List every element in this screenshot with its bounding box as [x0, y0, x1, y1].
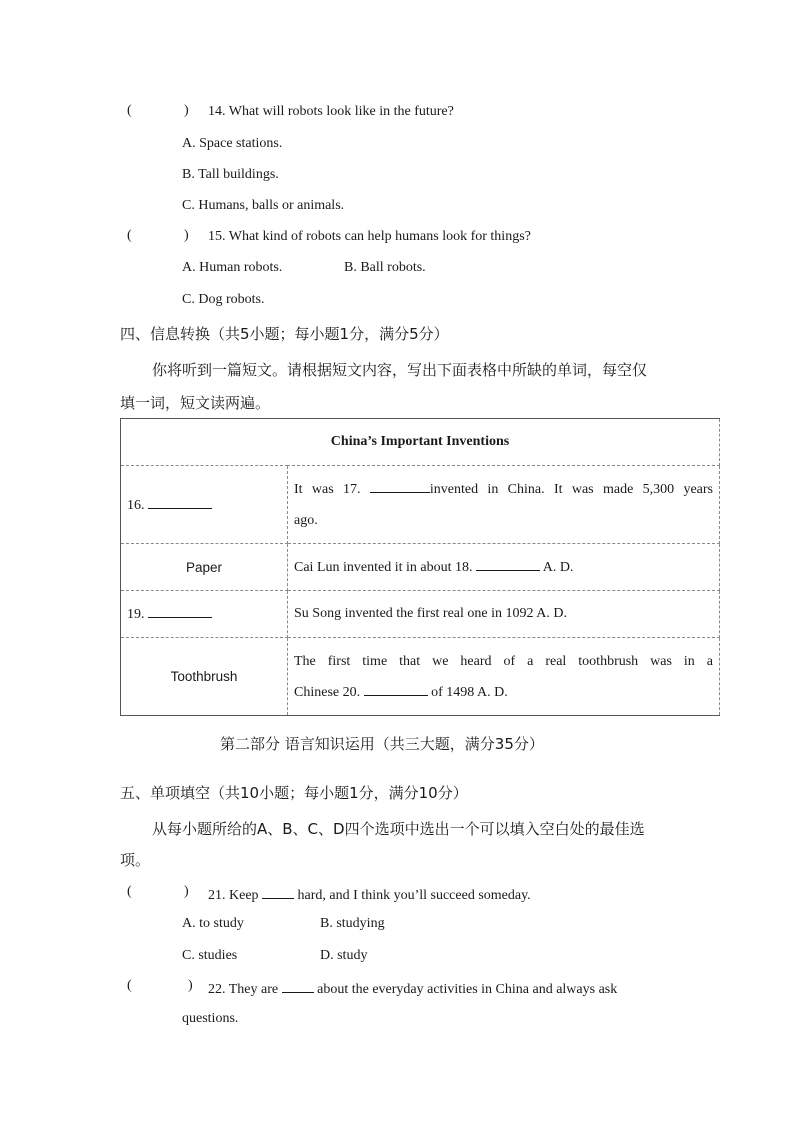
table-cell-susong: Su Song invented the first real one in 1092 A. D.	[288, 591, 720, 638]
question-15-text: 15. What kind of robots can help humans look for things?	[208, 229, 531, 244]
table-cell-18	[288, 544, 720, 591]
table-cell-17	[288, 466, 720, 544]
table-row	[121, 466, 720, 544]
q21-option-a: A. to study	[182, 916, 244, 931]
answer-blank-22[interactable]	[282, 980, 314, 993]
inventions-table	[120, 418, 720, 716]
q21-option-b: B. studying	[320, 916, 385, 931]
answer-blank-20[interactable]	[364, 683, 428, 696]
text-18-prefix: Cai Lun invented it in about 18.	[294, 560, 476, 575]
q14-option-a: A. Space stations.	[182, 136, 283, 151]
answer-paren-close: )	[184, 228, 189, 243]
q21-option-c: C. studies	[182, 948, 238, 963]
answer-paren-close: )	[184, 884, 189, 899]
text-18-suffix: A. D.	[539, 560, 574, 575]
answer-blank-17[interactable]	[370, 480, 430, 493]
section-4-instruction-line1: 你将听到一篇短文。请根据短文内容，写出下面表格中所缺的单词，每空仅	[152, 361, 648, 379]
answer-paren-close: )	[184, 103, 189, 118]
table-cell-paper: Paper	[121, 544, 288, 591]
table-row	[121, 591, 720, 638]
q21-option-d: D. study	[320, 948, 368, 963]
row-20-text-line2	[294, 677, 713, 708]
text-17-suffix: invented in China. It was made 5,300 years	[429, 481, 714, 497]
table-cell-16	[121, 466, 288, 544]
q15-option-c: C. Dog robots.	[182, 292, 265, 307]
section-4-instruction-line2: 填一词，短文读两遍。	[120, 394, 271, 412]
table-cell-19	[121, 591, 288, 638]
section-5-instruction-line1: 从每小题所给的A、B、C、D四个选项中选出一个可以填入空白处的最佳选	[152, 820, 645, 838]
q14-option-b: B. Tall buildings.	[182, 167, 279, 182]
q14-option-c: C. Humans, balls or animals.	[182, 198, 345, 213]
text-17-prefix: It was 17.	[294, 481, 370, 497]
section-5-heading: 五、单项填空（共10小题；每小题1分，满分10分）	[120, 784, 468, 802]
answer-paren-open: (	[127, 884, 132, 899]
q15-option-b: B. Ball robots.	[344, 260, 426, 275]
answer-blank-16[interactable]	[148, 496, 212, 509]
question-21-text	[208, 886, 531, 903]
question-14-text: 14. What will robots look like in the future?	[208, 104, 454, 119]
answer-blank-18[interactable]	[476, 558, 540, 571]
row-16-text-line1	[294, 474, 713, 505]
row-16-text-line2: ago.	[294, 512, 318, 528]
text-20-suffix: of 1498 A. D.	[427, 684, 508, 700]
row-20-text-line1: The first time that we heard of a real toothbrush was in a	[294, 653, 713, 669]
q21-prefix: 21. Keep	[208, 888, 263, 903]
answer-paren-open: (	[127, 228, 132, 243]
q15-option-a: A. Human robots.	[182, 260, 283, 275]
item-19-label: 19.	[127, 607, 148, 622]
answer-paren-close: )	[188, 978, 193, 993]
question-22-line2: questions.	[182, 1011, 239, 1026]
part-2-heading: 第二部分 语言知识运用（共三大题，满分35分）	[220, 735, 544, 753]
table-cell-toothbrush: Toothbrush	[121, 638, 288, 716]
question-22-text	[208, 980, 617, 997]
q22-prefix: 22. They are	[208, 982, 282, 997]
table-row	[121, 544, 720, 591]
table-cell-20	[288, 638, 720, 716]
table-row	[121, 638, 720, 716]
q21-suffix: hard, and I think you’ll succeed someday.	[294, 888, 531, 903]
answer-blank-21[interactable]	[262, 886, 294, 899]
item-16-label: 16.	[127, 497, 148, 513]
section-5-instruction-line2: 项。	[120, 851, 151, 869]
section-4-heading: 四、信息转换（共5小题；每小题1分，满分5分）	[120, 325, 449, 343]
q22-suffix: about the everyday activities in China and always ask	[313, 982, 618, 997]
text-20-prefix: Chinese 20.	[294, 684, 364, 700]
answer-paren-open: (	[127, 978, 132, 993]
answer-blank-19[interactable]	[148, 605, 212, 618]
table-title: China’s Important Inventions	[121, 419, 720, 466]
answer-paren-open: (	[127, 103, 132, 118]
